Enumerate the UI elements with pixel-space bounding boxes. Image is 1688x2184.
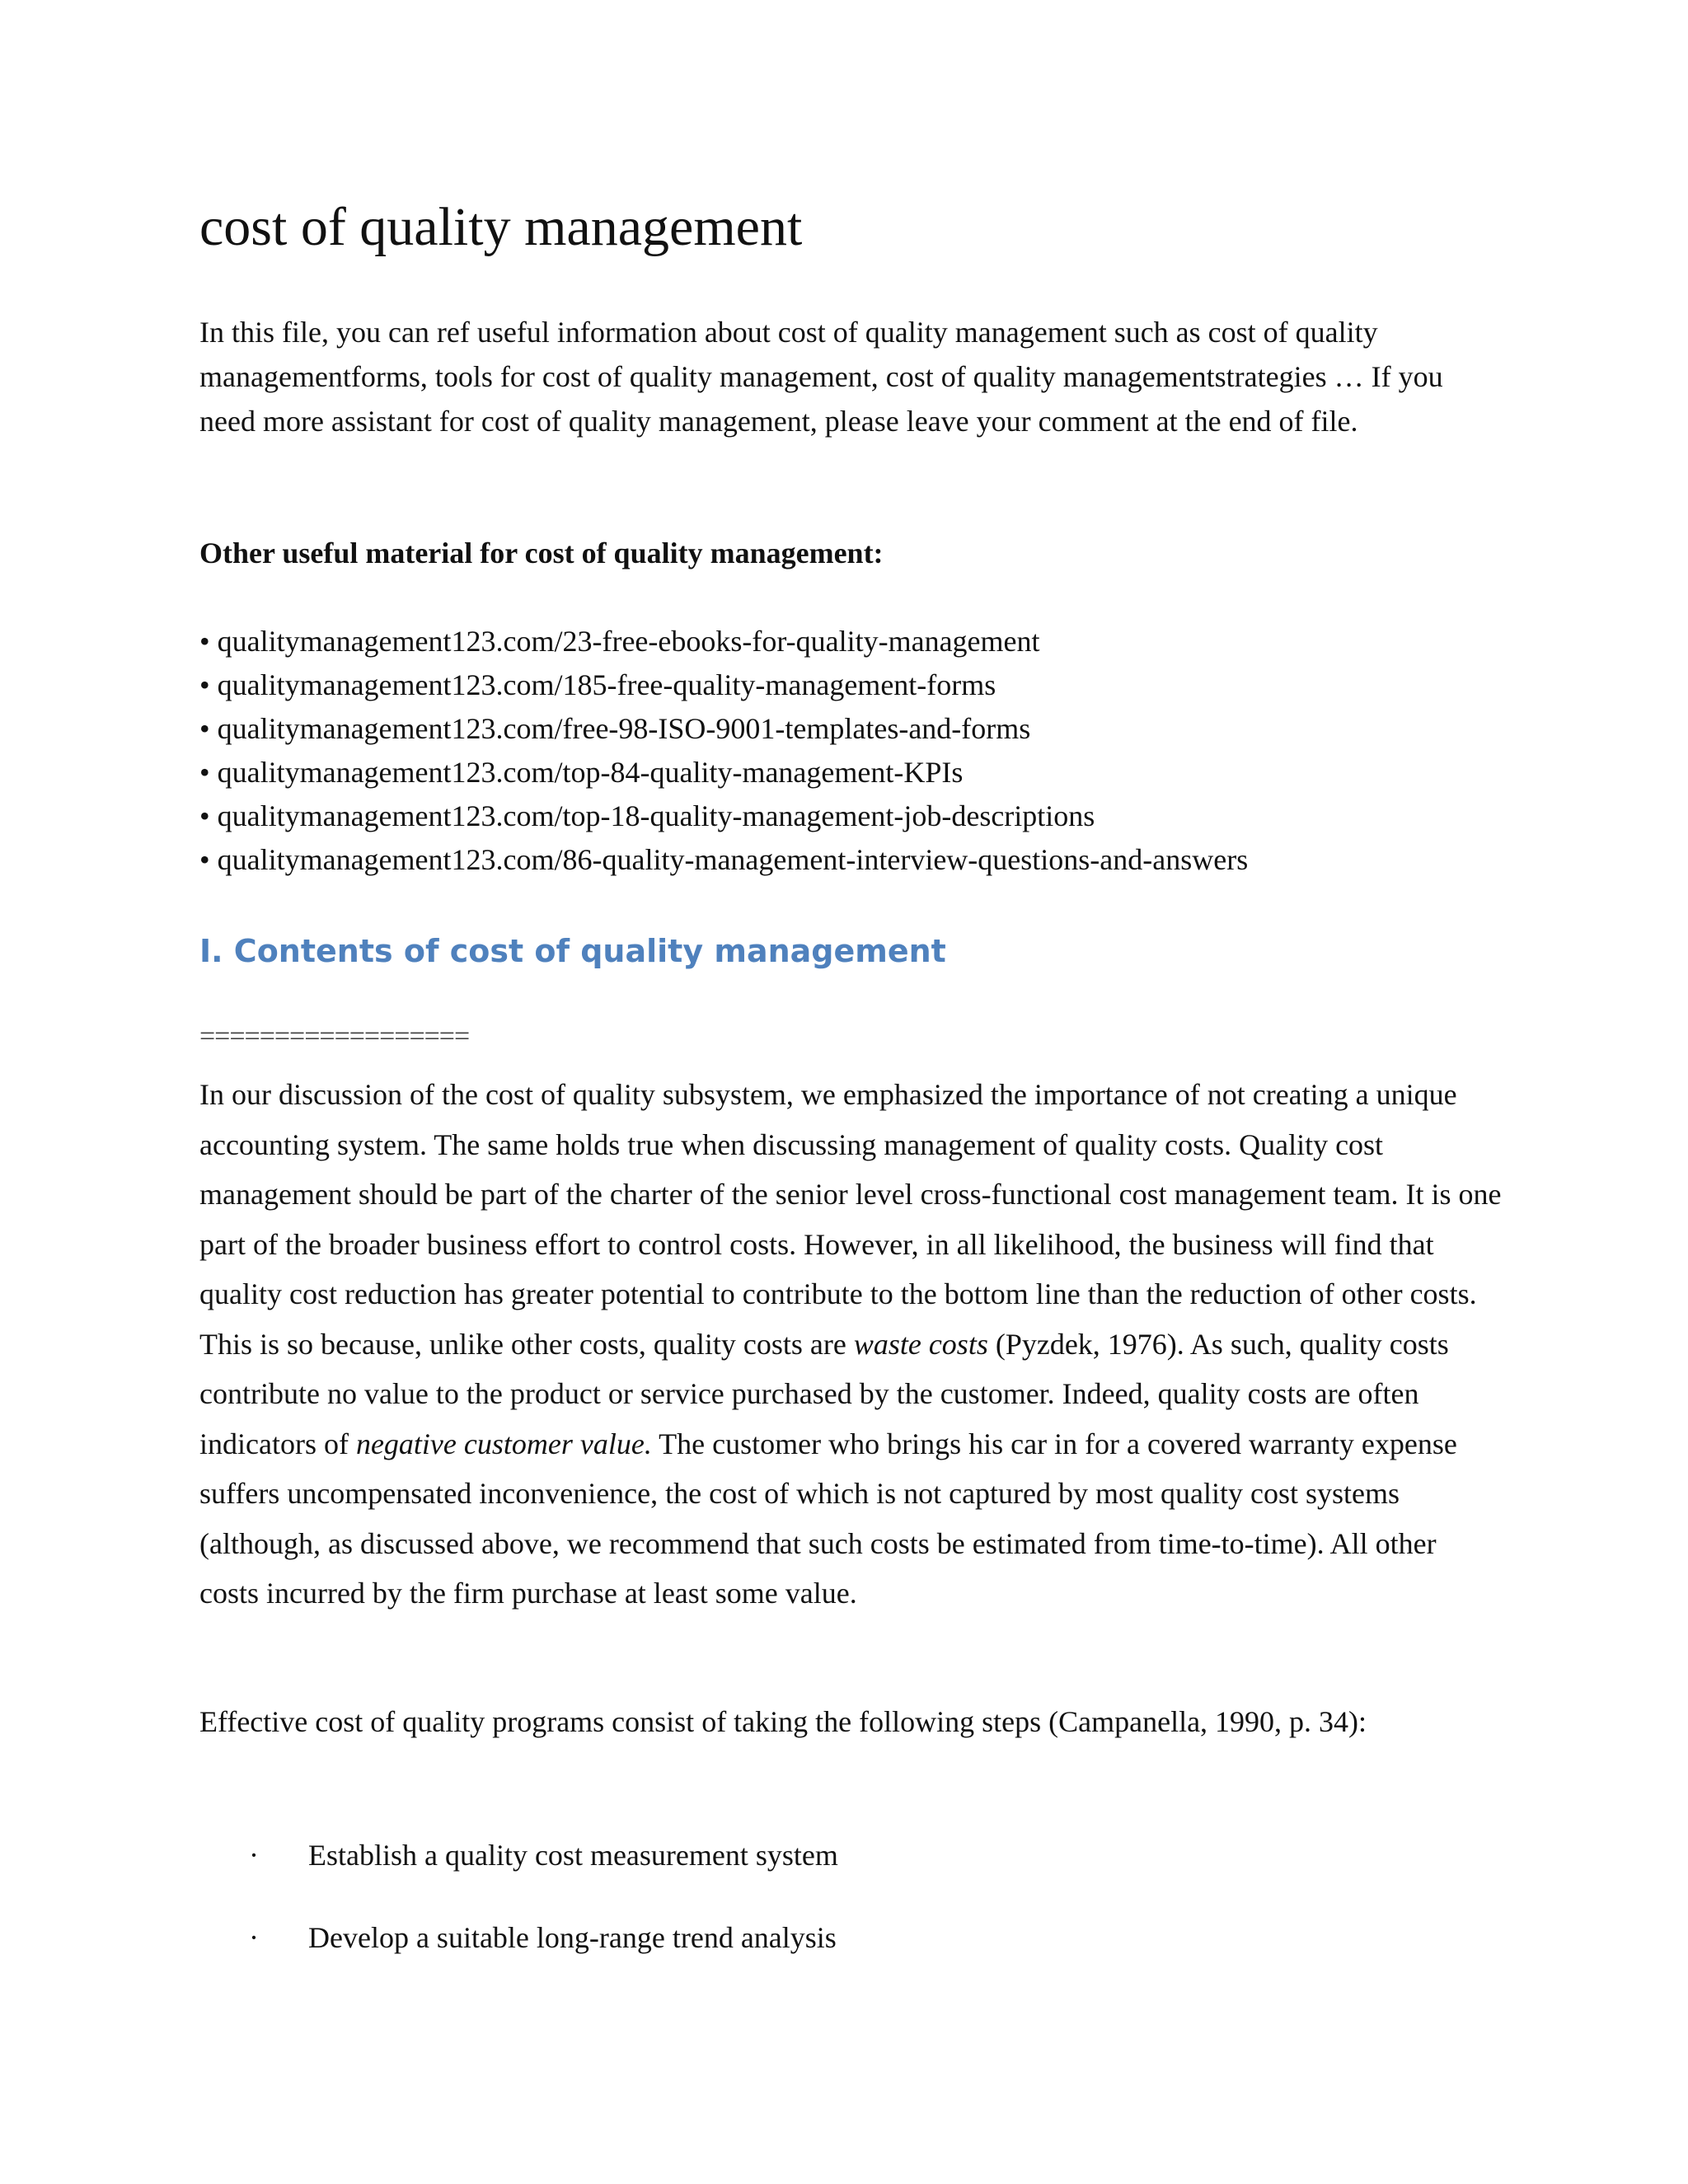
bullet-icon: ·	[249, 1921, 259, 1954]
body-paragraph	[199, 1070, 1502, 1619]
other-material-heading: Other useful material for cost of quality management:	[199, 537, 884, 569]
steps-intro-paragraph: Effective cost of quality programs consist of taking the following steps (Campanella, 1990, p. 34):	[199, 1705, 1367, 1738]
separator-line: ==================	[199, 1021, 470, 1052]
body-italic-text: waste costs	[853, 1327, 988, 1361]
link-list	[199, 620, 1248, 882]
intro-paragraph: In this file, you can ref useful information about cost of quality management such as cost of quality managementforms, tools for cost of quality management, cost of quality managementstrategies … If you need more assistant for cost of quality management, please leave your comment at the end of file.	[199, 316, 1443, 438]
body-text: (Pyzdek, 1976). As such, quality costs contribute no value to the product or service purchased by the customer. Indeed, quality costs are often indicators of	[199, 1327, 1449, 1460]
section-heading: I. Contents of cost of quality management	[199, 933, 946, 969]
link-item[interactable]: • qualitymanagement123.com/top-18-quality-management-job-descriptions	[199, 799, 1095, 832]
bullet-icon: ·	[249, 1839, 259, 1872]
page-title: cost of quality management	[199, 197, 803, 257]
link-item[interactable]: • qualitymanagement123.com/23-free-ebooks-for-quality-management	[199, 625, 1040, 658]
link-item[interactable]: • qualitymanagement123.com/86-quality-management-interview-questions-and-answers	[199, 843, 1249, 876]
body-text: The customer who brings his car in for a covered warranty expense suffers uncompensated inconvenience, the cost of which is not captured by most quality cost systems (although, as discussed above, we recommend that such costs be estimated from time-to-time). All other costs incurred by the firm purchase at least some value.	[199, 1427, 1457, 1610]
step-text: Develop a suitable long-range trend analysis	[308, 1921, 837, 1954]
body-text: In our discussion of the cost of quality subsystem, we emphasized the importance of not creating a unique accounting system. The same holds true when discussing management of quality costs. Quality cost management should be part of the charter of the senior level cross-functional cost management team. It is one part of the broader business effort to control costs. However, in all likelihood, the business will find that quality cost reduction has greater potential to contribute to the bottom line than the reduction of other costs. This is so because, unlike other costs, quality costs are	[199, 1078, 1502, 1361]
step-text: Establish a quality cost measurement system	[308, 1839, 838, 1872]
link-item[interactable]: • qualitymanagement123.com/185-free-quality-management-forms	[199, 668, 996, 701]
body-italic-text: negative customer value.	[355, 1427, 652, 1460]
link-item[interactable]: • qualitymanagement123.com/free-98-ISO-9001-templates-and-forms	[199, 712, 1031, 745]
link-item[interactable]: • qualitymanagement123.com/top-84-quality-management-KPIs	[199, 756, 964, 789]
